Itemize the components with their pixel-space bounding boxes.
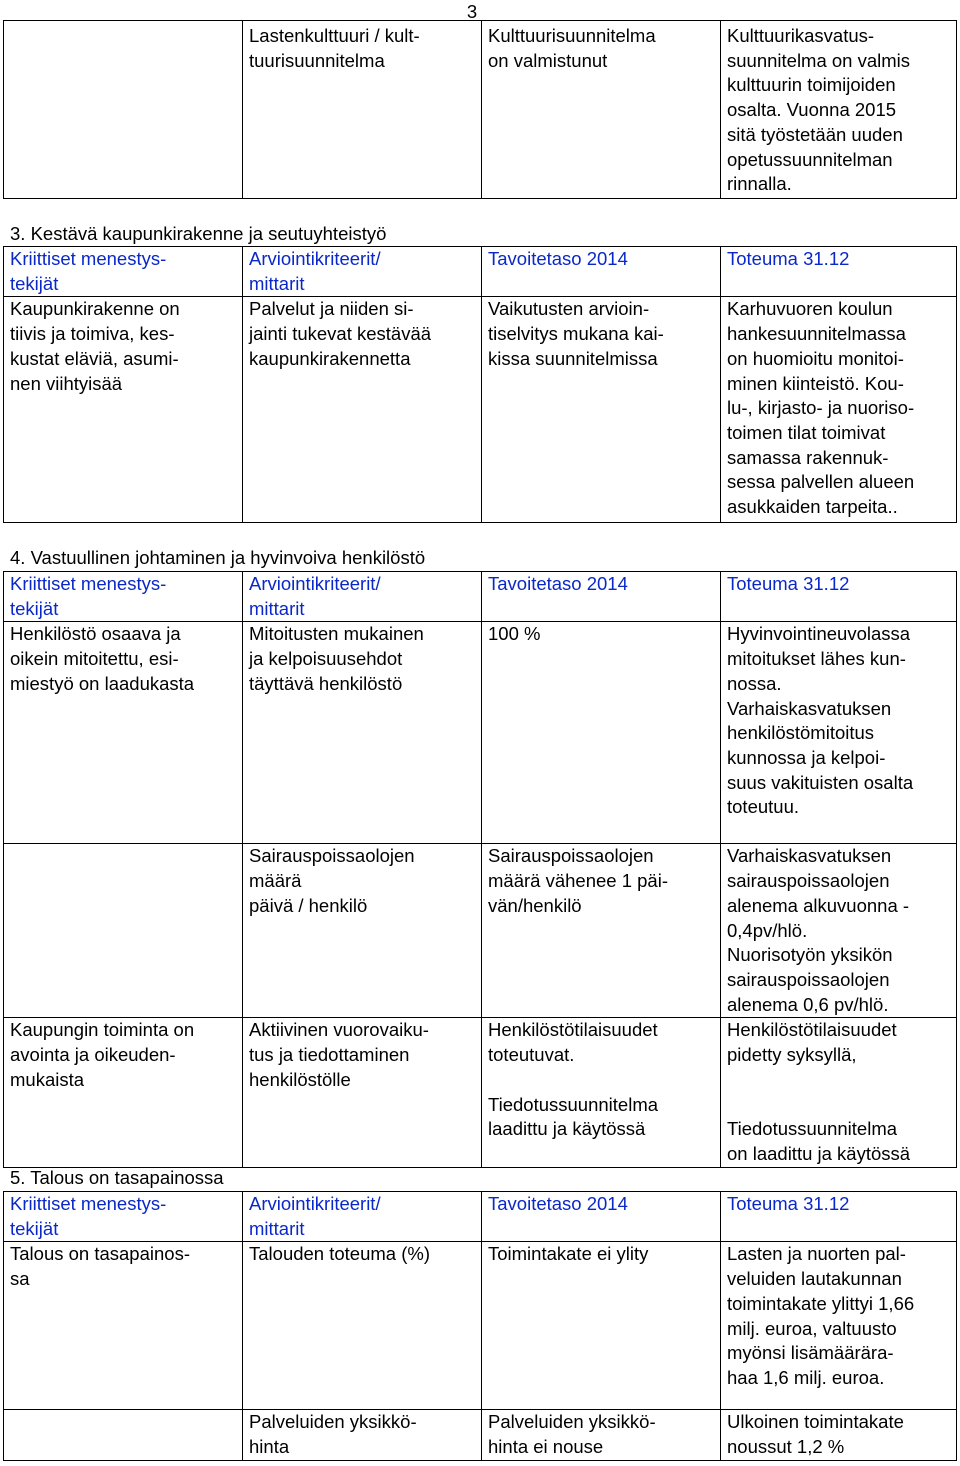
top-table [3, 20, 957, 199]
header-measures: Arviointikriteerit/ mittarit [243, 572, 482, 622]
criteria-cell [4, 844, 243, 1018]
section-5-title: 5. Talous on tasapainossa [10, 1167, 224, 1188]
table-header-row [4, 247, 957, 297]
measures-cell: Sairauspoissaolojen määrä päivä / henkilö [243, 844, 482, 1018]
page-number: 3 [466, 1, 478, 22]
target-cell: Henkilöstötilaisuudet toteutuvat. Tiedotussuunnitelma laadittu ja käytössä [482, 1018, 721, 1167]
criteria-cell [4, 1410, 243, 1460]
criteria-cell: Kaupunkirakenne on tiivis ja toimiva, kes- kustat eläviä, asumi- nen viihtyisää [4, 297, 243, 523]
measures-cell: Palveluiden yksikkö- hinta [243, 1410, 482, 1460]
criteria-cell: Talous on tasapainos- sa [4, 1242, 243, 1410]
result-cell: Kulttuurikasvatus- suunnitelma on valmis kulttuurin toimijoiden osalta. Vuonna 2015 sitä työstetään uuden opetussuunnitelman rinnalla. [721, 21, 957, 199]
section-4-title: 4. Vastuullinen johtaminen ja hyvinvoiva henkilöstö [10, 547, 426, 568]
criteria-cell: Henkilöstö osaava ja oikein mitoitettu, esi- miestyö on laadukasta [4, 622, 243, 844]
section-4-table [3, 571, 957, 1168]
table-row [4, 1018, 957, 1167]
result-cell: Lasten ja nuorten pal- veluiden lautakunnan toimintakate ylittyi 1,66 milj. euroa, valtuusto myönsi lisämäärära- haa 1,6 milj. euroa. [721, 1242, 957, 1410]
table-row [4, 1410, 957, 1460]
result-cell: Varhaiskasvatuksen sairauspoissaolojen alenema alkuvuonna - 0,4pv/hlö. Nuorisotyön yksikön sairauspoissaolojen alenema 0,6 pv/hlö. [721, 844, 957, 1018]
target-cell: Kulttuurisuunnitelma on valmistunut [482, 21, 721, 199]
measures-cell: Lastenkulttuuri / kult- tuurisuunnitelma [243, 21, 482, 199]
target-cell: Sairauspoissaolojen määrä vähenee 1 päi- vän/henkilö [482, 844, 721, 1018]
measures-cell: Aktiivinen vuorovaiku- tus ja tiedottaminen henkilöstölle [243, 1018, 482, 1167]
header-result: Toteuma 31.12 [721, 1192, 957, 1242]
measures-cell: Palvelut ja niiden si- jainti tukevat kestävää kaupunkirakennetta [243, 297, 482, 523]
table-row [4, 844, 957, 1018]
criteria-cell: Kaupungin toiminta on avointa ja oikeuden- mukaista [4, 1018, 243, 1167]
header-target: Tavoitetaso 2014 [482, 1192, 721, 1242]
table-header-row [4, 1192, 957, 1242]
header-result: Toteuma 31.12 [721, 247, 957, 297]
target-cell: Toimintakate ei ylity [482, 1242, 721, 1410]
target-cell: 100 % [482, 622, 721, 844]
measures-cell: Talouden toteuma (%) [243, 1242, 482, 1410]
table-header-row [4, 572, 957, 622]
table-row [4, 297, 957, 523]
header-criteria: Kriittiset menestys- tekijät [4, 572, 243, 622]
table-row [4, 21, 957, 199]
criteria-cell [4, 21, 243, 199]
section-5-table [3, 1191, 957, 1461]
table-row [4, 1242, 957, 1410]
measures-cell: Mitoitusten mukainen ja kelpoisuusehdot täyttävä henkilöstö [243, 622, 482, 844]
result-cell: Ulkoinen toimintakate noussut 1,2 % [721, 1410, 957, 1460]
header-measures: Arviointikriteerit/ mittarit [243, 1192, 482, 1242]
section-3-title: 3. Kestävä kaupunkirakenne ja seutuyhteistyö [10, 223, 387, 244]
header-target: Tavoitetaso 2014 [482, 247, 721, 297]
target-cell: Palveluiden yksikkö- hinta ei nouse [482, 1410, 721, 1460]
table-row [4, 622, 957, 844]
result-cell: Karhuvuoren koulun hankesuunnitelmassa on huomioitu monitoi- minen kiinteistö. Kou- lu-, kirjasto- ja nuoriso- toimen tilat toimivat samassa rakennuk- sessa palvellen alueen asukkaiden tarpeita.. [721, 297, 957, 523]
section-3-table [3, 246, 957, 523]
header-criteria: Kriittiset menestys- tekijät [4, 1192, 243, 1242]
result-cell: Henkilöstötilaisuudet pidetty syksyllä, Tiedotussuunnitelma on laadittu ja käytössä [721, 1018, 957, 1167]
result-cell: Hyvinvointineuvolassa mitoitukset lähes kun- nossa. Varhaiskasvatuksen henkilöstömitoitus kunnossa ja kelpoi- suus vakituisten osalta toteutuu. [721, 622, 957, 844]
header-result: Toteuma 31.12 [721, 572, 957, 622]
header-criteria: Kriittiset menestys- tekijät [4, 247, 243, 297]
target-cell: Vaikutusten arvioin- tiselvitys mukana kai- kissa suunnitelmissa [482, 297, 721, 523]
header-measures: Arviointikriteerit/ mittarit [243, 247, 482, 297]
header-target: Tavoitetaso 2014 [482, 572, 721, 622]
